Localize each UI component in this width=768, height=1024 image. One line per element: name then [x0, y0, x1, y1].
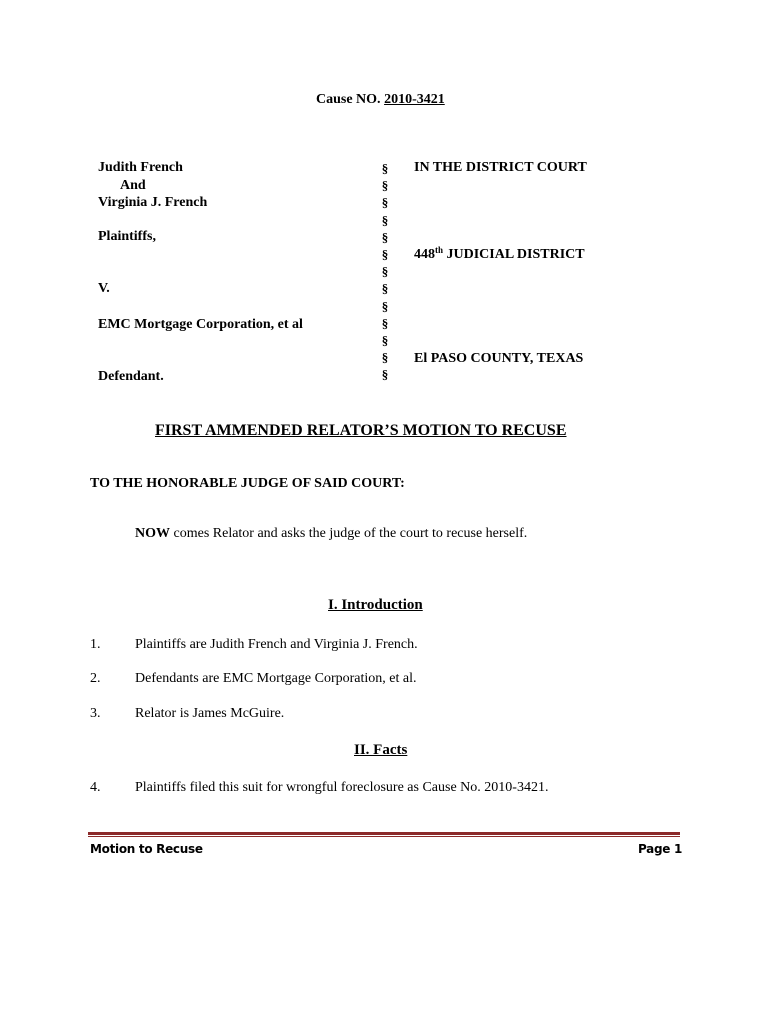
plaintiffs-label: Plaintiffs,	[98, 229, 156, 244]
caption-and: And	[120, 178, 146, 193]
page-number: Page 1	[638, 842, 683, 856]
footer-rule-thin	[88, 836, 680, 837]
item-number: 1.	[90, 637, 101, 652]
item-number: 3.	[90, 706, 101, 721]
plaintiff-1: Judith French	[98, 160, 183, 175]
section-mark: §	[381, 350, 389, 366]
item-text: Defendants are EMC Mortgage Corporation, et al.	[135, 671, 417, 686]
document-title: FIRST AMMENDED RELATOR’S MOTION TO RECUSE	[155, 422, 567, 439]
opening-now: NOW	[135, 526, 170, 541]
section-mark: §	[381, 212, 389, 228]
item-number: 2.	[90, 671, 101, 686]
cause-number: 2010-3421	[384, 92, 445, 107]
section-mark: §	[381, 247, 389, 263]
county: El PASO COUNTY, TEXAS	[414, 351, 584, 366]
opening-text: comes Relator and asks the judge of the court to recuse herself.	[170, 526, 528, 541]
heading-facts: II. Facts	[354, 742, 408, 758]
versus: V.	[98, 281, 110, 296]
section-mark: §	[381, 229, 389, 245]
item-text: Relator is James McGuire.	[135, 706, 285, 721]
footer-title: Motion to Recuse	[90, 842, 203, 856]
judicial-district	[414, 247, 585, 263]
item-number: 4.	[90, 780, 101, 795]
defendant-name: EMC Mortgage Corporation, et al	[98, 317, 303, 332]
section-mark: §	[381, 281, 389, 297]
district-suffix: th	[435, 245, 444, 255]
heading-introduction: I. Introduction	[328, 597, 423, 613]
footer-rule	[88, 832, 680, 835]
section-mark: §	[381, 178, 389, 194]
salutation: TO THE HONORABLE JUDGE OF SAID COURT:	[90, 476, 405, 491]
section-mark: §	[381, 298, 389, 314]
section-mark: §	[381, 195, 389, 211]
court-name: IN THE DISTRICT COURT	[414, 160, 587, 175]
cause-number-line	[316, 92, 445, 108]
section-marks-column	[378, 160, 392, 384]
district-number: 448	[414, 247, 435, 262]
opening-paragraph	[135, 526, 527, 542]
plaintiff-2: Virginia J. French	[98, 195, 208, 210]
section-mark: §	[381, 264, 389, 280]
defendant-label: Defendant.	[98, 369, 164, 384]
item-text: Plaintiffs are Judith French and Virginia J. French.	[135, 637, 418, 652]
item-text: Plaintiffs filed this suit for wrongful foreclosure as Cause No. 2010-3421.	[135, 780, 549, 795]
district-text: JUDICIAL DISTRICT	[443, 247, 585, 262]
section-mark: §	[381, 367, 389, 383]
section-mark: §	[381, 161, 389, 176]
section-mark: §	[381, 333, 389, 349]
cause-prefix: Cause NO.	[316, 92, 385, 107]
section-mark: §	[381, 315, 389, 331]
